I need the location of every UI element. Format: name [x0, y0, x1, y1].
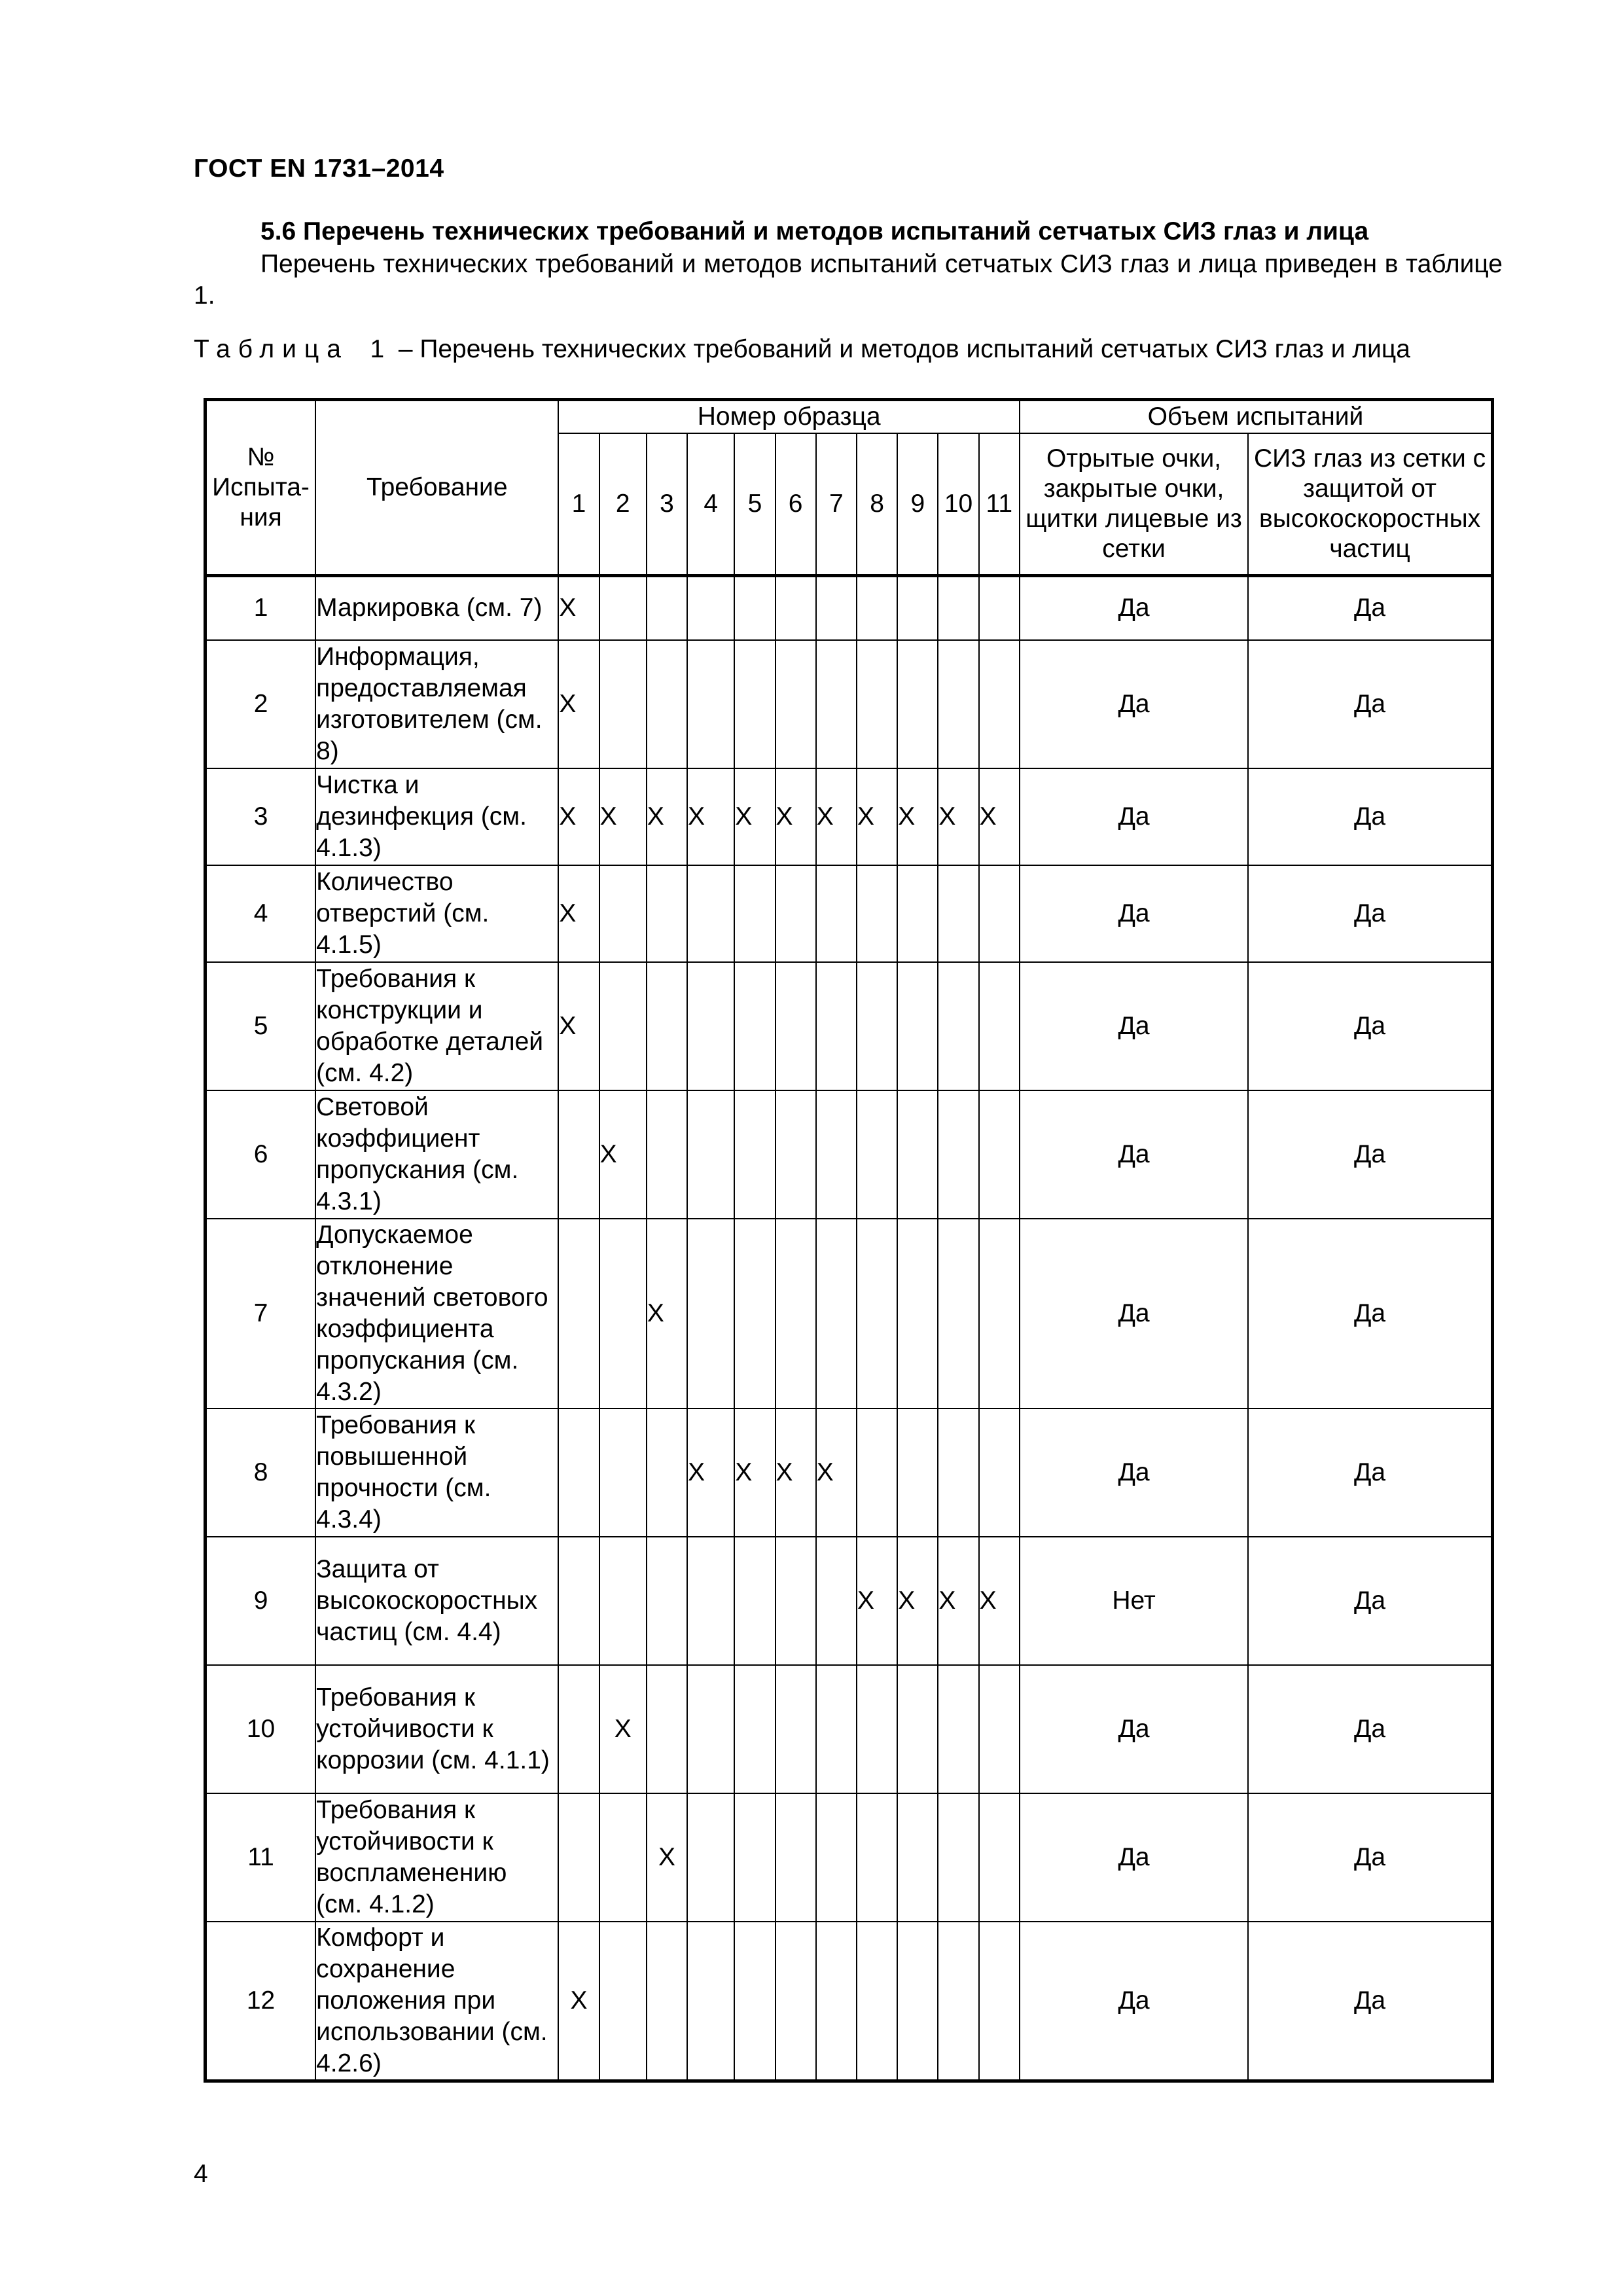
sample-mark-cell — [897, 962, 938, 1090]
sample-mark-cell — [734, 1665, 775, 1793]
sample-mark-cell — [734, 1090, 775, 1219]
header-requirement: Требование — [315, 400, 558, 576]
sample-mark-cell — [979, 640, 1020, 768]
sample-mark-cell — [857, 865, 897, 962]
requirement-cell: Требования к устойчивости к воспламенению (см. 4.1.2) — [315, 1793, 558, 1922]
sample-mark-cell — [558, 1665, 599, 1793]
header-sample: 4 — [687, 433, 734, 576]
test-number-cell: 10 — [205, 1665, 316, 1793]
sample-mark-cell: X — [816, 1408, 857, 1537]
sample-mark-cell — [857, 576, 897, 640]
table-row — [205, 640, 1493, 768]
scope-open-goggles-cell: Да — [1020, 576, 1248, 640]
requirement-cell: Маркировка (см. 7) — [315, 576, 558, 640]
scope-high-speed-cell: Да — [1248, 1922, 1492, 2081]
sample-mark-cell — [857, 640, 897, 768]
sample-mark-cell — [897, 1793, 938, 1922]
test-number-cell: 2 — [205, 640, 316, 768]
scope-open-goggles-cell: Да — [1020, 1922, 1248, 2081]
test-number-cell: 4 — [205, 865, 316, 962]
sample-mark-cell — [897, 1090, 938, 1219]
sample-mark-cell: X — [897, 768, 938, 865]
table-row — [205, 1090, 1493, 1219]
sample-mark-cell — [816, 1922, 857, 2081]
test-number-cell: 7 — [205, 1219, 316, 1408]
sample-mark-cell: X — [599, 768, 647, 865]
sample-mark-cell: X — [979, 1537, 1020, 1665]
header-sample: 7 — [816, 433, 857, 576]
sample-mark-cell — [816, 865, 857, 962]
scope-high-speed-cell: Да — [1248, 1090, 1492, 1219]
header-sample: 6 — [776, 433, 816, 576]
header-sample: 3 — [647, 433, 687, 576]
sample-mark-cell — [687, 1922, 734, 2081]
sample-mark-cell — [776, 1922, 816, 2081]
sample-mark-cell — [734, 865, 775, 962]
scope-high-speed-cell: Да — [1248, 962, 1492, 1090]
table-row — [205, 768, 1493, 865]
sample-mark-cell: X — [647, 1219, 687, 1408]
sample-mark-cell: X — [558, 962, 599, 1090]
sample-mark-cell: X — [558, 1922, 599, 2081]
sample-mark-cell: X — [599, 1665, 647, 1793]
table-row — [205, 1793, 1493, 1922]
sample-mark-cell — [558, 1537, 599, 1665]
sample-mark-cell — [938, 1408, 978, 1537]
sample-mark-cell — [816, 1793, 857, 1922]
sample-mark-cell: X — [776, 768, 816, 865]
sample-mark-cell — [816, 640, 857, 768]
sample-mark-cell — [897, 640, 938, 768]
table-body — [205, 576, 1493, 2081]
sample-mark-cell — [599, 640, 647, 768]
scope-high-speed-cell: Да — [1248, 1537, 1492, 1665]
sample-mark-cell — [599, 1922, 647, 2081]
sample-mark-cell: X — [558, 865, 599, 962]
sample-mark-cell — [897, 1408, 938, 1537]
sample-mark-cell: X — [857, 1537, 897, 1665]
table-header-row — [205, 400, 1493, 434]
sample-mark-cell: X — [938, 768, 978, 865]
scope-high-speed-cell: Да — [1248, 1665, 1492, 1793]
sample-mark-cell — [599, 962, 647, 1090]
sample-mark-cell — [816, 1219, 857, 1408]
sample-mark-cell — [979, 865, 1020, 962]
header-sample: 10 — [938, 433, 978, 576]
sample-mark-cell — [816, 1090, 857, 1219]
scope-open-goggles-cell: Да — [1020, 962, 1248, 1090]
sample-mark-cell — [776, 865, 816, 962]
sample-mark-cell — [938, 1219, 978, 1408]
section-title: 5.6 Перечень технических требований и методов испытаний сетчатых СИЗ глаз и лица — [260, 217, 1369, 245]
sample-mark-cell — [647, 1537, 687, 1665]
table-caption — [194, 334, 1503, 365]
scope-open-goggles-cell: Нет — [1020, 1537, 1248, 1665]
requirements-table-wrapper — [204, 398, 1494, 2083]
sample-mark-cell — [776, 962, 816, 1090]
sample-mark-cell — [647, 962, 687, 1090]
sample-mark-cell — [734, 1537, 775, 1665]
sample-mark-cell — [979, 1408, 1020, 1537]
table-row — [205, 1408, 1493, 1537]
sample-mark-cell — [938, 576, 978, 640]
sample-mark-cell — [734, 1793, 775, 1922]
scope-open-goggles-cell: Да — [1020, 1665, 1248, 1793]
scope-high-speed-cell: Да — [1248, 865, 1492, 962]
sample-mark-cell — [897, 1219, 938, 1408]
sample-mark-cell — [897, 576, 938, 640]
sample-mark-cell — [938, 1793, 978, 1922]
sample-mark-cell — [599, 865, 647, 962]
scope-open-goggles-cell: Да — [1020, 640, 1248, 768]
sample-mark-cell — [734, 576, 775, 640]
test-number-cell: 11 — [205, 1793, 316, 1922]
sample-mark-cell — [687, 865, 734, 962]
sample-mark-cell: X — [776, 1408, 816, 1537]
sample-mark-cell — [776, 576, 816, 640]
sample-mark-cell — [734, 1922, 775, 2081]
scope-open-goggles-cell: Да — [1020, 768, 1248, 865]
table-row — [205, 1922, 1493, 2081]
sample-mark-cell: X — [816, 768, 857, 865]
header-test-scope: Объем испытаний — [1020, 400, 1493, 434]
sample-mark-cell: X — [647, 1793, 687, 1922]
document-id: ГОСТ EN 1731–2014 — [194, 154, 444, 183]
sample-mark-cell — [734, 962, 775, 1090]
sample-mark-cell — [776, 1793, 816, 1922]
sample-mark-cell — [599, 1793, 647, 1922]
sample-mark-cell — [687, 640, 734, 768]
sample-mark-cell — [687, 1665, 734, 1793]
sample-mark-cell — [687, 576, 734, 640]
sample-mark-cell: X — [897, 1537, 938, 1665]
caption-label: Таблица — [194, 335, 349, 363]
caption-number: 1 — [370, 335, 385, 363]
table-row — [205, 865, 1493, 962]
sample-mark-cell — [776, 1537, 816, 1665]
sample-mark-cell — [938, 1090, 978, 1219]
requirement-cell: Световой коэффициент пропускания (см. 4.3.1) — [315, 1090, 558, 1219]
sample-mark-cell: X — [734, 1408, 775, 1537]
sample-mark-cell: X — [647, 768, 687, 865]
sample-mark-cell — [979, 1922, 1020, 2081]
scope-high-speed-cell: Да — [1248, 576, 1492, 640]
table-row — [205, 1219, 1493, 1408]
scope-high-speed-cell: Да — [1248, 1408, 1492, 1537]
sample-mark-cell — [979, 576, 1020, 640]
sample-mark-cell — [647, 576, 687, 640]
sample-mark-cell — [647, 1665, 687, 1793]
sample-mark-cell: X — [599, 1090, 647, 1219]
test-number-cell: 9 — [205, 1537, 316, 1665]
header-sample: 11 — [979, 433, 1020, 576]
sample-mark-cell — [599, 576, 647, 640]
requirements-table — [204, 398, 1494, 2083]
scope-high-speed-cell: Да — [1248, 1793, 1492, 1922]
header-sample: 2 — [599, 433, 647, 576]
scope-open-goggles-cell: Да — [1020, 1090, 1248, 1219]
sample-mark-cell — [897, 1922, 938, 2081]
table-row — [205, 576, 1493, 640]
sample-mark-cell — [816, 1665, 857, 1793]
test-number-cell: 5 — [205, 962, 316, 1090]
requirement-cell: Требования к конструкции и обработке деталей (см. 4.2) — [315, 962, 558, 1090]
sample-mark-cell — [979, 1219, 1020, 1408]
sample-mark-cell — [979, 962, 1020, 1090]
sample-mark-cell — [938, 1922, 978, 2081]
sample-mark-cell — [816, 962, 857, 1090]
sample-mark-cell — [897, 1665, 938, 1793]
header-scope-high-speed: СИЗ глаз из сетки с защитой от высокоскоростных частиц — [1248, 433, 1492, 576]
sample-mark-cell — [776, 1090, 816, 1219]
scope-open-goggles-cell: Да — [1020, 1408, 1248, 1537]
sample-mark-cell — [599, 1219, 647, 1408]
table-row — [205, 1537, 1493, 1665]
sample-mark-cell — [687, 1219, 734, 1408]
requirement-cell: Чистка и дезинфекция (см. 4.1.3) — [315, 768, 558, 865]
sample-mark-cell: X — [734, 768, 775, 865]
sample-mark-cell — [599, 1408, 647, 1537]
sample-mark-cell — [776, 1219, 816, 1408]
requirement-cell: Допускаемое отклонение значений светового коэффициента пропускания (см. 4.3.2) — [315, 1219, 558, 1408]
sample-mark-cell — [647, 640, 687, 768]
sample-mark-cell — [776, 640, 816, 768]
sample-mark-cell — [687, 962, 734, 1090]
scope-open-goggles-cell: Да — [1020, 1793, 1248, 1922]
sample-mark-cell — [979, 1090, 1020, 1219]
requirement-cell: Защита от высокоскоростных частиц (см. 4.4) — [315, 1537, 558, 1665]
sample-mark-cell — [647, 1408, 687, 1537]
test-number-cell: 1 — [205, 576, 316, 640]
sample-mark-cell: X — [857, 768, 897, 865]
sample-mark-cell — [979, 1665, 1020, 1793]
sample-mark-cell — [734, 1219, 775, 1408]
header-sample-number: Номер образца — [558, 400, 1020, 434]
sample-mark-cell — [938, 640, 978, 768]
header-sample: 1 — [558, 433, 599, 576]
page-number: 4 — [194, 2160, 208, 2188]
header-test-number: № Испыта-ния — [205, 400, 316, 576]
sample-mark-cell: X — [687, 1408, 734, 1537]
scope-high-speed-cell: Да — [1248, 1219, 1492, 1408]
scope-open-goggles-cell: Да — [1020, 865, 1248, 962]
requirement-cell: Требования к устойчивости к коррозии (см. 4.1.1) — [315, 1665, 558, 1793]
sample-mark-cell: X — [558, 576, 599, 640]
sample-mark-cell — [938, 962, 978, 1090]
requirement-cell: Количество отверстий (см. 4.1.5) — [315, 865, 558, 962]
test-number-cell: 12 — [205, 1922, 316, 2081]
sample-mark-cell: X — [558, 640, 599, 768]
sample-mark-cell — [734, 640, 775, 768]
sample-mark-cell — [857, 1090, 897, 1219]
scope-high-speed-cell: Да — [1248, 640, 1492, 768]
test-number-cell: 6 — [205, 1090, 316, 1219]
sample-mark-cell — [857, 1219, 897, 1408]
sample-mark-cell — [687, 1090, 734, 1219]
sample-mark-cell: X — [938, 1537, 978, 1665]
sample-mark-cell — [647, 1090, 687, 1219]
sample-mark-cell: X — [979, 768, 1020, 865]
sample-mark-cell: X — [687, 768, 734, 865]
sample-mark-cell — [687, 1793, 734, 1922]
test-number-cell: 3 — [205, 768, 316, 865]
sample-mark-cell — [857, 1793, 897, 1922]
caption-text: – Перечень технических требований и методов испытаний сетчатых СИЗ глаз и лица — [398, 335, 1410, 363]
sample-mark-cell — [857, 1922, 897, 2081]
sample-mark-cell — [979, 1793, 1020, 1922]
sample-mark-cell — [857, 1408, 897, 1537]
sample-mark-cell — [558, 1408, 599, 1537]
header-sample: 5 — [734, 433, 775, 576]
table-row — [205, 962, 1493, 1090]
sample-mark-cell — [647, 1922, 687, 2081]
paragraph-text: Перечень технических требований и методов испытаний сетчатых СИЗ глаз и лица приведен в таблице 1. — [194, 250, 1503, 310]
test-number-cell: 8 — [205, 1408, 316, 1537]
table-row — [205, 1665, 1493, 1793]
sample-mark-cell: X — [558, 768, 599, 865]
header-sample: 8 — [857, 433, 897, 576]
sample-mark-cell — [558, 1219, 599, 1408]
header-scope-open-goggles: Отрытые очки, закрытые очки, щитки лицевые из сетки — [1020, 433, 1248, 576]
requirement-cell: Комфорт и сохранение положения при использовании (см. 4.2.6) — [315, 1922, 558, 2081]
sample-mark-cell — [857, 1665, 897, 1793]
sample-mark-cell — [816, 1537, 857, 1665]
sample-mark-cell — [857, 962, 897, 1090]
sample-mark-cell — [938, 865, 978, 962]
sample-mark-cell — [816, 576, 857, 640]
sample-mark-cell — [558, 1090, 599, 1219]
scope-high-speed-cell: Да — [1248, 768, 1492, 865]
sample-mark-cell — [687, 1537, 734, 1665]
sample-mark-cell — [776, 1665, 816, 1793]
sample-mark-cell — [558, 1793, 599, 1922]
sample-mark-cell — [897, 865, 938, 962]
requirement-cell: Требования к повышенной прочности (см. 4.3.4) — [315, 1408, 558, 1537]
requirement-cell: Информация, предоставляемая изготовителем (см. 8) — [315, 640, 558, 768]
sample-mark-cell — [938, 1665, 978, 1793]
scope-open-goggles-cell: Да — [1020, 1219, 1248, 1408]
header-sample: 9 — [897, 433, 938, 576]
section-paragraph — [194, 249, 1503, 312]
sample-mark-cell — [647, 865, 687, 962]
sample-mark-cell — [599, 1537, 647, 1665]
